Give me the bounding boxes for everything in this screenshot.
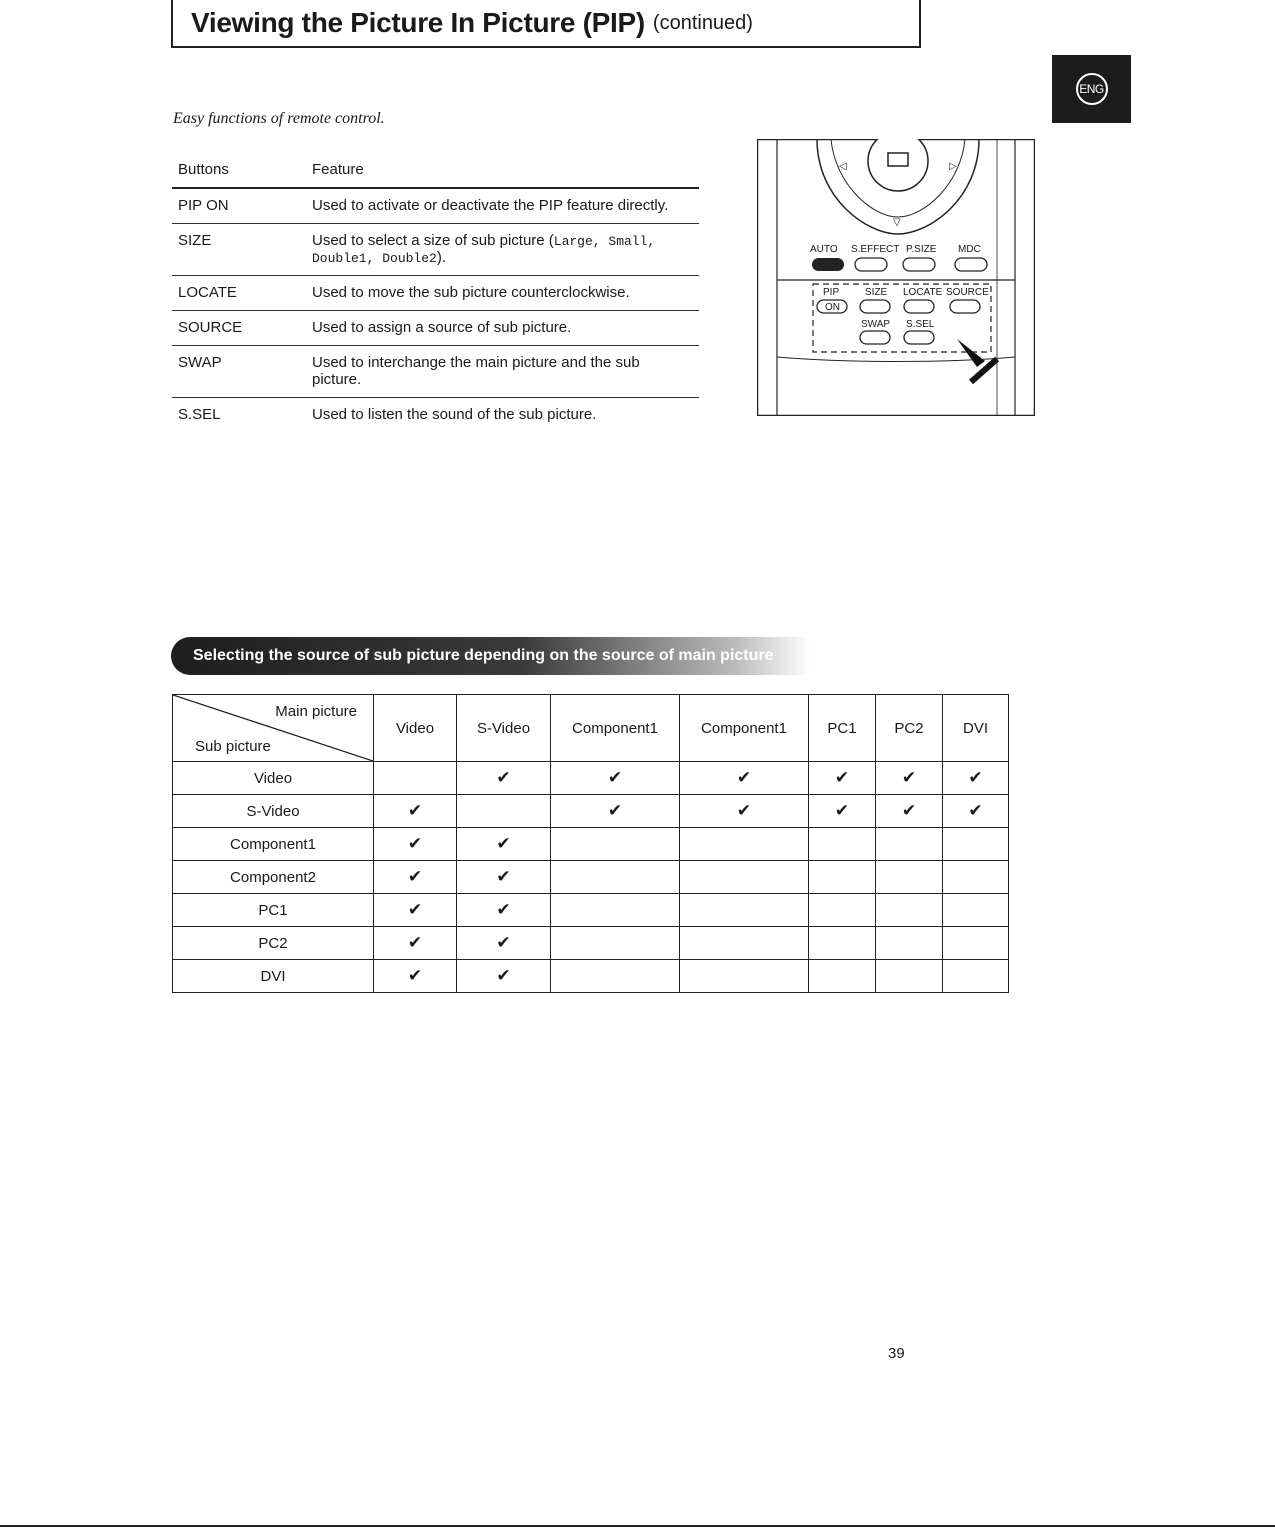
language-badge: ENG <box>1076 73 1108 105</box>
table-row <box>173 861 1009 894</box>
dpad-left-icon: ◁ <box>839 161 847 172</box>
table-corner-header <box>173 695 374 762</box>
feature-button-name: SOURCE <box>172 311 306 346</box>
table-cell <box>680 828 809 861</box>
table-row <box>173 960 1009 993</box>
table-row <box>173 828 1009 861</box>
table-cell <box>551 861 680 894</box>
feature-table <box>172 153 699 432</box>
feature-description: Used to listen the sound of the sub picture. <box>312 406 597 423</box>
page-subtitle: (continued) <box>652 11 753 34</box>
remote-label-ssel: S.SEL <box>906 319 935 330</box>
feature-header-buttons: Buttons <box>172 153 306 188</box>
remote-label-seffect: S.EFFECT <box>851 244 900 255</box>
table-cell <box>876 960 943 993</box>
table-row <box>173 762 1009 795</box>
row-header: Component1 <box>173 828 374 861</box>
remote-label-pip: PIP <box>823 287 840 298</box>
row-header: PC1 <box>173 894 374 927</box>
table-cell: ✔ <box>457 762 551 795</box>
table-cell <box>551 894 680 927</box>
table-cell <box>943 828 1009 861</box>
remote-svg <box>757 139 1035 416</box>
feature-description: Used to move the sub picture counterclockwise. <box>306 276 699 311</box>
feature-row <box>172 276 699 311</box>
table-cell <box>680 894 809 927</box>
size-desc-post: ). <box>436 249 446 266</box>
row-header: PC2 <box>173 927 374 960</box>
row-header: S-Video <box>173 795 374 828</box>
table-cell: ✔ <box>809 762 876 795</box>
feature-row <box>172 398 699 433</box>
table-cell <box>809 960 876 993</box>
feature-row <box>172 188 699 224</box>
table-cell: ✔ <box>680 795 809 828</box>
table-cell <box>551 960 680 993</box>
col-header: DVI <box>943 695 1009 762</box>
table-cell <box>680 861 809 894</box>
table-cell: ✔ <box>374 861 457 894</box>
enter-button <box>868 139 928 191</box>
dpad-down-icon: ▽ <box>893 217 901 228</box>
table-cell <box>551 828 680 861</box>
page-title-box <box>171 0 921 48</box>
row-header: DVI <box>173 960 374 993</box>
table-cell <box>876 927 943 960</box>
feature-button-name: SIZE <box>172 224 306 276</box>
col-header: PC1 <box>809 695 876 762</box>
table-row <box>173 795 1009 828</box>
language-tab <box>1052 55 1131 123</box>
table-cell <box>876 861 943 894</box>
col-header: Component1 <box>680 695 809 762</box>
feature-header-feature: Feature <box>306 153 699 188</box>
bottom-divider <box>0 1525 1275 1527</box>
row-header: Component2 <box>173 861 374 894</box>
table-cell: ✔ <box>374 960 457 993</box>
feature-description: Used to interchange the main picture and the sub picture. <box>306 346 699 398</box>
remote-label-source: SOURCE <box>946 287 989 298</box>
locate-button <box>904 300 934 313</box>
table-cell <box>943 894 1009 927</box>
size-button <box>860 300 890 313</box>
table-cell <box>876 828 943 861</box>
table-row <box>173 927 1009 960</box>
source-button <box>950 300 980 313</box>
remote-label-swap: SWAP <box>861 319 891 330</box>
remote-label-locate: LOCATE <box>903 287 943 298</box>
table-cell <box>374 762 457 795</box>
table-cell: ✔ <box>876 795 943 828</box>
table-cell <box>876 894 943 927</box>
remote-label-on: ON <box>825 302 840 313</box>
table-cell <box>680 927 809 960</box>
table-cell <box>680 960 809 993</box>
table-cell <box>809 927 876 960</box>
mdc-button <box>955 258 987 271</box>
table-cell: ✔ <box>809 795 876 828</box>
row-header: Video <box>173 762 374 795</box>
feature-button-name: SWAP <box>172 346 306 398</box>
section-heading: Selecting the source of sub picture depending on the source of main picture <box>171 637 811 675</box>
seffect-button <box>855 258 887 271</box>
feature-description <box>306 224 699 276</box>
table-cell: ✔ <box>943 762 1009 795</box>
table-cell <box>943 927 1009 960</box>
table-cell: ✔ <box>457 894 551 927</box>
source-compatibility-table <box>172 694 1009 993</box>
feature-description: Used to activate or deactivate the PIP feature directly. <box>306 188 699 224</box>
col-header: S-Video <box>457 695 551 762</box>
col-header: PC2 <box>876 695 943 762</box>
feature-row <box>172 311 699 346</box>
table-cell: ✔ <box>551 795 680 828</box>
table-cell <box>943 960 1009 993</box>
corner-sub-label: Sub picture <box>195 738 271 755</box>
table-cell: ✔ <box>457 828 551 861</box>
table-cell <box>457 795 551 828</box>
col-header: Video <box>374 695 457 762</box>
table-cell <box>809 861 876 894</box>
feature-row <box>172 346 699 398</box>
table-cell <box>551 927 680 960</box>
table-cell: ✔ <box>943 795 1009 828</box>
remote-control-illustration <box>757 139 1035 416</box>
table-cell: ✔ <box>876 762 943 795</box>
feature-description: Used to assign a source of sub picture. <box>306 311 699 346</box>
table-cell <box>809 894 876 927</box>
remote-label-size: SIZE <box>865 287 888 298</box>
table-cell: ✔ <box>374 927 457 960</box>
table-cell: ✔ <box>374 828 457 861</box>
table-cell <box>809 828 876 861</box>
table-cell: ✔ <box>457 927 551 960</box>
col-header: Component1 <box>551 695 680 762</box>
feature-button-name: PIP ON <box>172 188 306 224</box>
table-cell: ✔ <box>680 762 809 795</box>
page-number: 39 <box>888 1345 905 1362</box>
psize-button <box>903 258 935 271</box>
table-row <box>173 894 1009 927</box>
remote-label-psize: P.SIZE <box>906 244 937 255</box>
size-options: Large, Small, Double1, Double2 <box>312 234 656 266</box>
ssel-button <box>904 331 934 344</box>
table-cell <box>943 861 1009 894</box>
feature-row <box>172 224 699 276</box>
table-cell: ✔ <box>374 795 457 828</box>
dpad-right-icon: ▷ <box>949 161 957 172</box>
remote-label-auto: AUTO <box>810 244 838 255</box>
page-title: Viewing the Picture In Picture (PIP) <box>191 7 645 38</box>
table-cell: ✔ <box>374 894 457 927</box>
size-desc-pre: Used to select a size of sub picture ( <box>312 232 554 249</box>
intro-text: Easy functions of remote control. <box>173 110 385 127</box>
feature-button-name: S.SEL <box>178 406 221 423</box>
remote-label-mdc: MDC <box>958 244 981 255</box>
corner-main-label: Main picture <box>275 703 357 720</box>
table-cell: ✔ <box>457 861 551 894</box>
swap-button <box>860 331 890 344</box>
table-cell: ✔ <box>551 762 680 795</box>
table-cell: ✔ <box>457 960 551 993</box>
feature-button-name: LOCATE <box>172 276 306 311</box>
auto-button <box>812 258 844 271</box>
